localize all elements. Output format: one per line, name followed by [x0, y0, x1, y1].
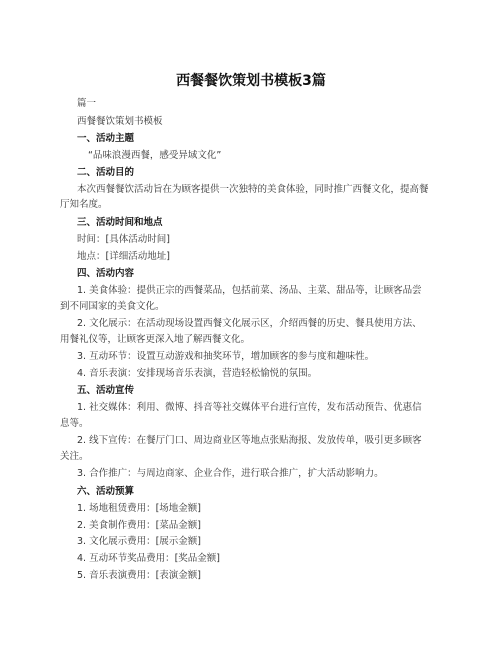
list-item-continuation: 到不同国家的美食文化。	[60, 301, 165, 312]
list-item: 3. 文化展示费用：[展示金额]	[77, 536, 201, 547]
section-heading-theme: 一、活动主题	[77, 133, 135, 144]
place-line: 地点：[详细活动地址]	[77, 251, 170, 262]
section-heading-time-place: 三、活动时间和地点	[77, 217, 163, 228]
list-item: 2. 美食制作费用：[菜品金额]	[77, 520, 201, 531]
part-label: 篇一	[77, 98, 97, 109]
list-item: 3. 合作推广：与周边商家、企业合作，进行联合推广，扩大活动影响力。	[77, 468, 384, 479]
list-item: 3. 互动环节：设置互动游戏和抽奖环节，增加顾客的参与度和趣味性。	[77, 351, 375, 362]
section-heading-budget: 六、活动预算	[77, 486, 135, 497]
list-item: 5. 音乐表演费用：[表演金额]	[77, 570, 201, 581]
list-item: 2. 文化展示：在活动现场设置西餐文化展示区，介绍西餐的历史、餐具使用方法、	[77, 318, 422, 329]
theme-text: “品味浪漫西餐，感受异域文化”	[88, 150, 222, 161]
document-subtitle: 西餐餐饮策划书模板	[77, 116, 163, 127]
list-item: 4. 音乐表演：安排现场音乐表演，营造轻松愉悦的氛围。	[77, 368, 318, 379]
list-item: 1. 美食体验：提供正宗的西餐菜品，包括前菜、汤品、主菜、甜品等，让顾客品尝	[77, 285, 422, 296]
section-heading-promotion: 五、活动宣传	[77, 385, 135, 396]
list-item: 1. 社交媒体：利用、微博、抖音等社交媒体平台进行宣传，发布活动预告、优惠信	[77, 402, 422, 413]
section-heading-content: 四、活动内容	[77, 268, 135, 279]
list-item-continuation: 息等。	[60, 418, 89, 429]
list-item-continuation: 关注。	[60, 451, 89, 462]
list-item: 4. 互动环节奖品费用：[奖品金额]	[77, 553, 220, 564]
list-item: 2. 线下宣传：在餐厅门口、周边商业区等地点张贴海报、发放传单，吸引更多顾客	[77, 435, 422, 446]
time-line: 时间：[具体活动时间]	[77, 234, 170, 245]
section-heading-purpose: 二、活动目的	[77, 167, 135, 178]
list-item-continuation: 用餐礼仪等，让顾客更深入地了解西餐文化。	[60, 334, 251, 345]
document-title: 西餐餐饮策划书模板3篇	[176, 73, 326, 89]
paragraph-line: 厅知名度。	[60, 199, 108, 210]
list-item: 1. 场地租赁费用：[场地金额]	[77, 503, 201, 514]
paragraph-line: 本次西餐餐饮活动旨在为顾客提供一次独特的美食体验，同时推广西餐文化，提高餐	[77, 184, 429, 195]
